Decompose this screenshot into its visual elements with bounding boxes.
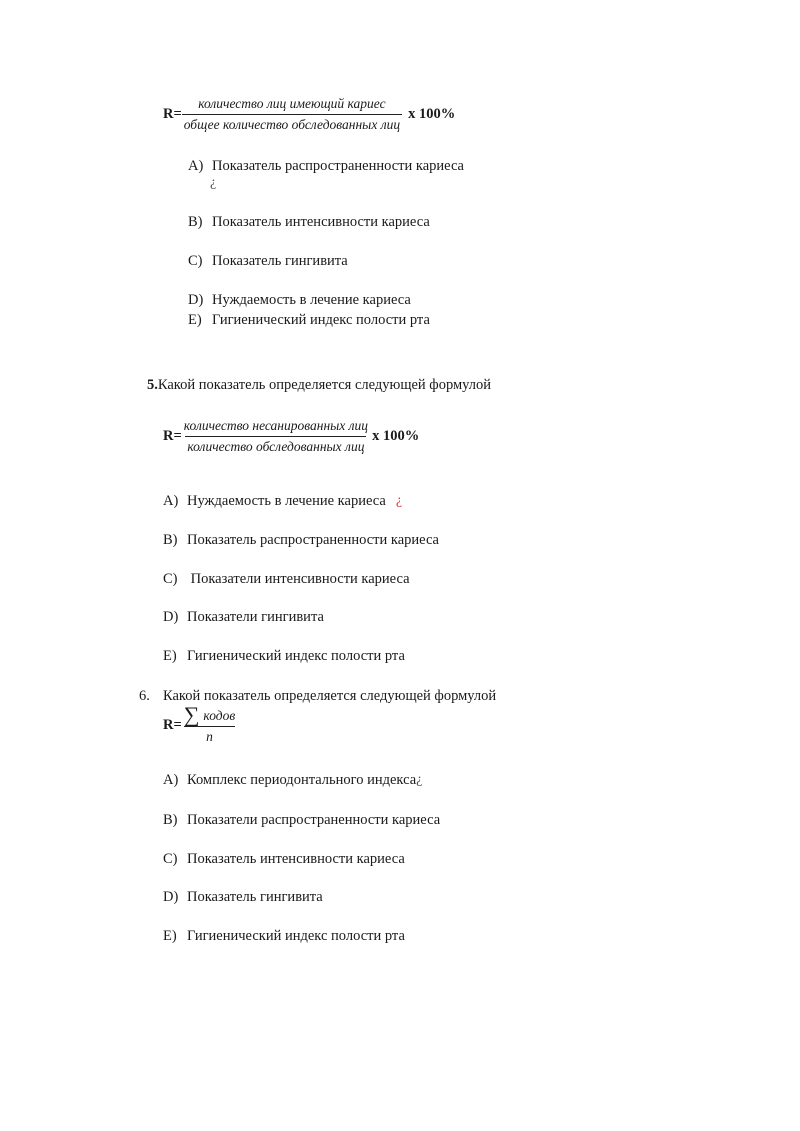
inverted-question-mark: ¿ xyxy=(416,772,423,787)
option-text: Показатели интенсивности кариеса xyxy=(187,571,410,587)
sigma-symbol: ∑ xyxy=(183,702,200,727)
option-letter: E) xyxy=(163,648,177,664)
formula-denominator: n xyxy=(184,726,235,745)
formula-numerator xyxy=(182,702,238,727)
question-number: 6. xyxy=(139,688,150,704)
option-text: Показатель гингивита xyxy=(212,253,348,269)
option-text: Нуждаемость в лечение кариеса xyxy=(187,493,386,509)
option-text: Показатели гингивита xyxy=(187,609,324,625)
option-letter: C) xyxy=(163,851,178,867)
answer-option-b[interactable] xyxy=(163,531,439,549)
option-text: Гигиенический индекс полости рта xyxy=(212,312,430,328)
option-letter: D) xyxy=(188,292,204,308)
option-text: Показатель интенсивности кариеса xyxy=(187,851,405,867)
answer-option-c[interactable] xyxy=(163,570,410,588)
formula-fraction xyxy=(182,96,402,133)
option-text: Нуждаемость в лечение кариеса xyxy=(212,292,411,308)
option-letter: C) xyxy=(188,253,203,269)
answer-option-d[interactable] xyxy=(163,888,323,906)
answer-option-c[interactable] xyxy=(163,850,405,868)
inverted-question-mark: ¿ xyxy=(395,493,403,508)
answer-option-a[interactable] xyxy=(163,771,422,789)
option-text: Показатель распространенности кариеса xyxy=(212,158,464,174)
formula-numerator-text: кодов xyxy=(203,708,236,723)
formula-r-label: R= xyxy=(163,428,182,444)
answer-option-e[interactable] xyxy=(163,647,405,665)
inverted-question-mark: ¿ xyxy=(210,175,217,190)
option-text: Показатель гингивита xyxy=(187,889,323,905)
formula-denominator: количество обследованных лиц xyxy=(185,436,366,455)
option-letter: B) xyxy=(163,532,178,548)
answer-option-a[interactable] xyxy=(188,157,464,175)
formula-r-label: R= xyxy=(163,717,182,733)
formula-sanitation-need xyxy=(163,418,419,455)
option-letter: B) xyxy=(163,812,178,828)
formula-fraction xyxy=(182,702,238,745)
option-letter: B) xyxy=(188,214,203,230)
option-letter: E) xyxy=(163,928,177,944)
answer-option-a[interactable] xyxy=(163,492,402,510)
option-text: Гигиенический индекс полости рта xyxy=(187,648,405,664)
option-letter: C) xyxy=(163,571,178,587)
answer-option-e[interactable] xyxy=(163,927,405,945)
question-number: 5. xyxy=(147,377,158,393)
option-text: Показатель распространенности кариеса xyxy=(187,532,439,548)
option-text: Комплекс периодонтального индекса xyxy=(187,772,417,788)
formula-multiplier: х 100% xyxy=(372,428,420,444)
formula-periodontal xyxy=(163,702,237,745)
option-letter: A) xyxy=(163,772,179,788)
formula-r-label: R= xyxy=(163,106,182,122)
question-5-title xyxy=(147,376,491,394)
formula-numerator: количество лиц имеющий кариес xyxy=(198,96,386,111)
answer-option-c[interactable] xyxy=(188,252,348,270)
formula-multiplier: х 100% xyxy=(408,106,456,122)
option-text: Показатель интенсивности кариеса xyxy=(212,214,430,230)
formula-prevalence xyxy=(163,96,455,133)
answer-option-d[interactable] xyxy=(188,291,411,309)
option-letter: D) xyxy=(163,609,179,625)
option-letter: D) xyxy=(163,889,179,905)
option-text: Гигиенический индекс полости рта xyxy=(187,928,405,944)
question-text: Какой показатель определяется следующей формулой xyxy=(157,377,492,393)
answer-option-d[interactable] xyxy=(163,608,324,626)
answer-option-e[interactable] xyxy=(188,311,430,329)
answer-option-b[interactable] xyxy=(163,811,440,829)
question-text: Какой показатель определяется следующей формулой xyxy=(163,688,497,704)
option-letter: A) xyxy=(163,493,179,509)
option-letter: A) xyxy=(188,158,204,174)
answer-option-b[interactable] xyxy=(188,213,430,231)
formula-numerator: количество несанированных лиц xyxy=(183,418,369,433)
option-letter: E) xyxy=(188,312,202,328)
option-text: Показатели распространенности кариеса xyxy=(187,812,441,828)
formula-denominator: общее количество обследованных лиц xyxy=(182,114,402,133)
formula-fraction xyxy=(182,418,370,455)
